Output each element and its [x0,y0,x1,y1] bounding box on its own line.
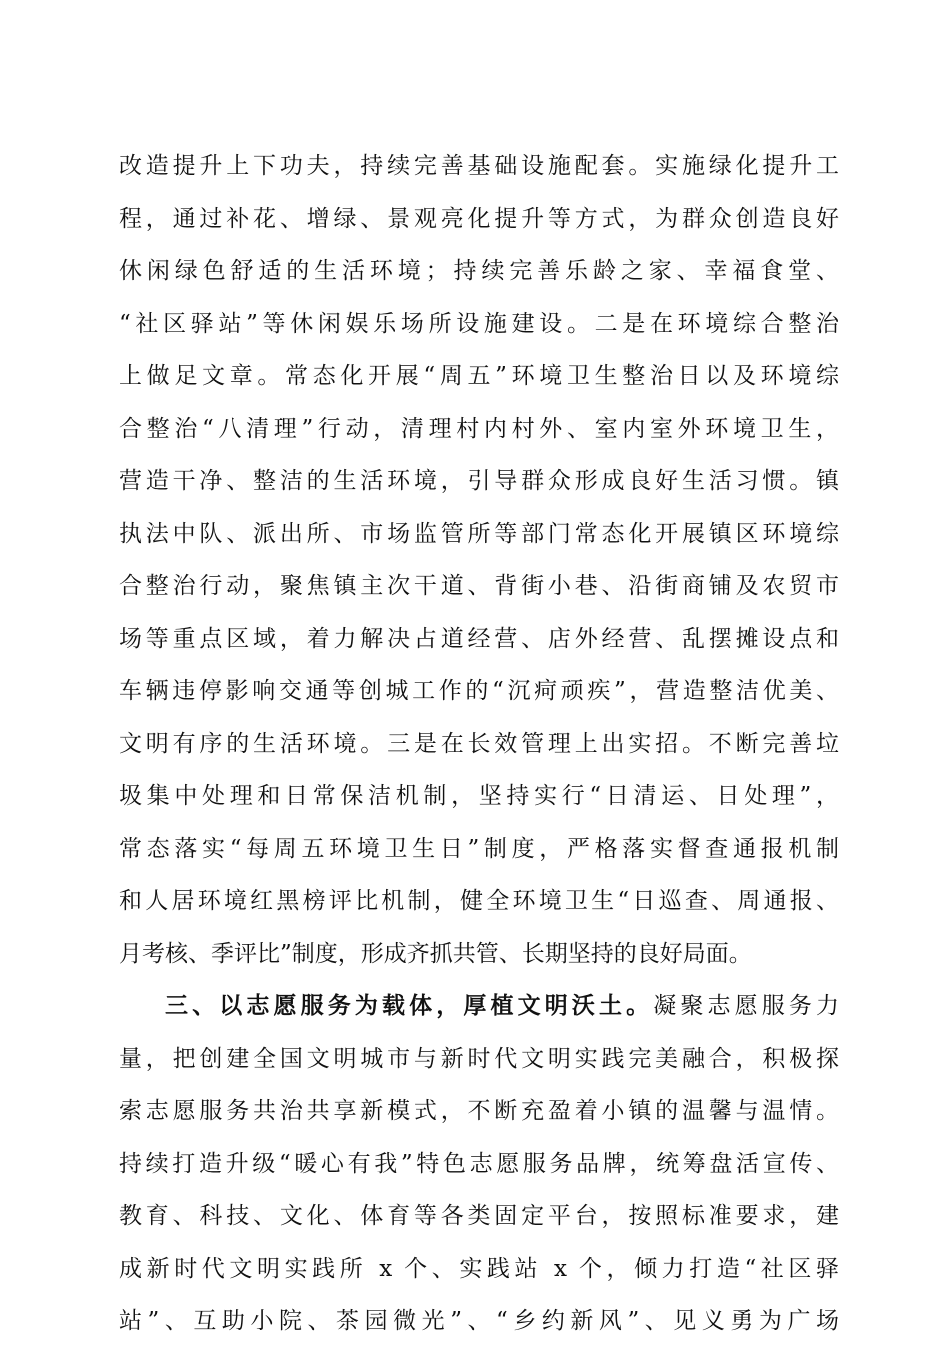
text-line: 改造提升上下功夫，持续完善基础设施配套。实施绿化提升工 [119,153,839,179]
text-line: 索志愿服务共治共享新模式，不断充盈着小镇的温馨与温情。 [119,1098,839,1124]
document-body [119,140,839,1348]
paragraph-environment [119,140,839,980]
section-heading: 三、以志愿服务为载体，厚植文明沃土。 [165,993,654,1019]
text-line: 场等重点区域，着力解决占道经营、店外经营、乱摆摊设点和 [119,625,839,652]
paragraph-volunteer-service [119,980,839,1348]
text-line: 合整治“八清理”行动，清理村内村外、室内室外环境卫生， [119,415,839,442]
text-line: 持续打造升级“暖心有我”特色志愿服务品牌，统筹盘活宣传、 [119,1150,839,1177]
text-line: 常态落实“每周五环境卫生日”制度，严格落实督查通报机制 [119,835,839,862]
text-line: 程，通过补花、增绿、景观亮化提升等方式，为群众创造良好 [119,205,839,232]
text-line: 月考核、季评比”制度，形成齐抓共管、长期坚持的良好局面。 [119,940,752,967]
text-line: 和人居环境红黑榜评比机制，健全环境卫生“日巡查、周通报、 [119,888,839,914]
text-line: 教育、科技、文化、体育等各类固定平台，按照标准要求，建 [119,1203,839,1229]
text-line: 文明有序的生活环境。三是在长效管理上出实招。不断完善垃 [119,730,839,757]
text-line: 车辆违停影响交通等创城工作的“沉疴顽疾”，营造整洁优美、 [119,678,839,704]
section-heading-line [119,980,839,1033]
text-line: 执法中队、派出所、市场监管所等部门常态化开展镇区环境综 [119,520,839,547]
text-line: 圾集中处理和日常保洁机制，坚持实行“日清运、日处理”， [119,783,839,809]
text-line: 量，把创建全国文明城市与新时代文明实践完美融合，积极探 [119,1045,839,1072]
text-line: 休闲绿色舒适的生活环境；持续完善乐龄之家、幸福食堂、 [119,258,839,284]
heading-line-rest: 凝聚志愿服务力 [653,993,839,1019]
text-line: 成新时代文明实践所 x 个、实践站 x 个，倾力打造“社区驿 [119,1255,839,1282]
text-line: 上做足文章。常态化开展“周五”环境卫生整治日以及环境综 [119,363,839,389]
text-line: 合整治行动，聚焦镇主次干道、背街小巷、沿街商铺及农贸市 [119,573,839,599]
text-line: 营造干净、整洁的生活环境，引导群众形成良好生活习惯。镇 [119,468,839,494]
text-line: 站”、互助小院、茶园微光”、“乡约新风”、见义勇为广场 [119,1308,839,1334]
text-line: “社区驿站”等休闲娱乐场所设施建设。二是在环境综合整治 [119,310,839,337]
